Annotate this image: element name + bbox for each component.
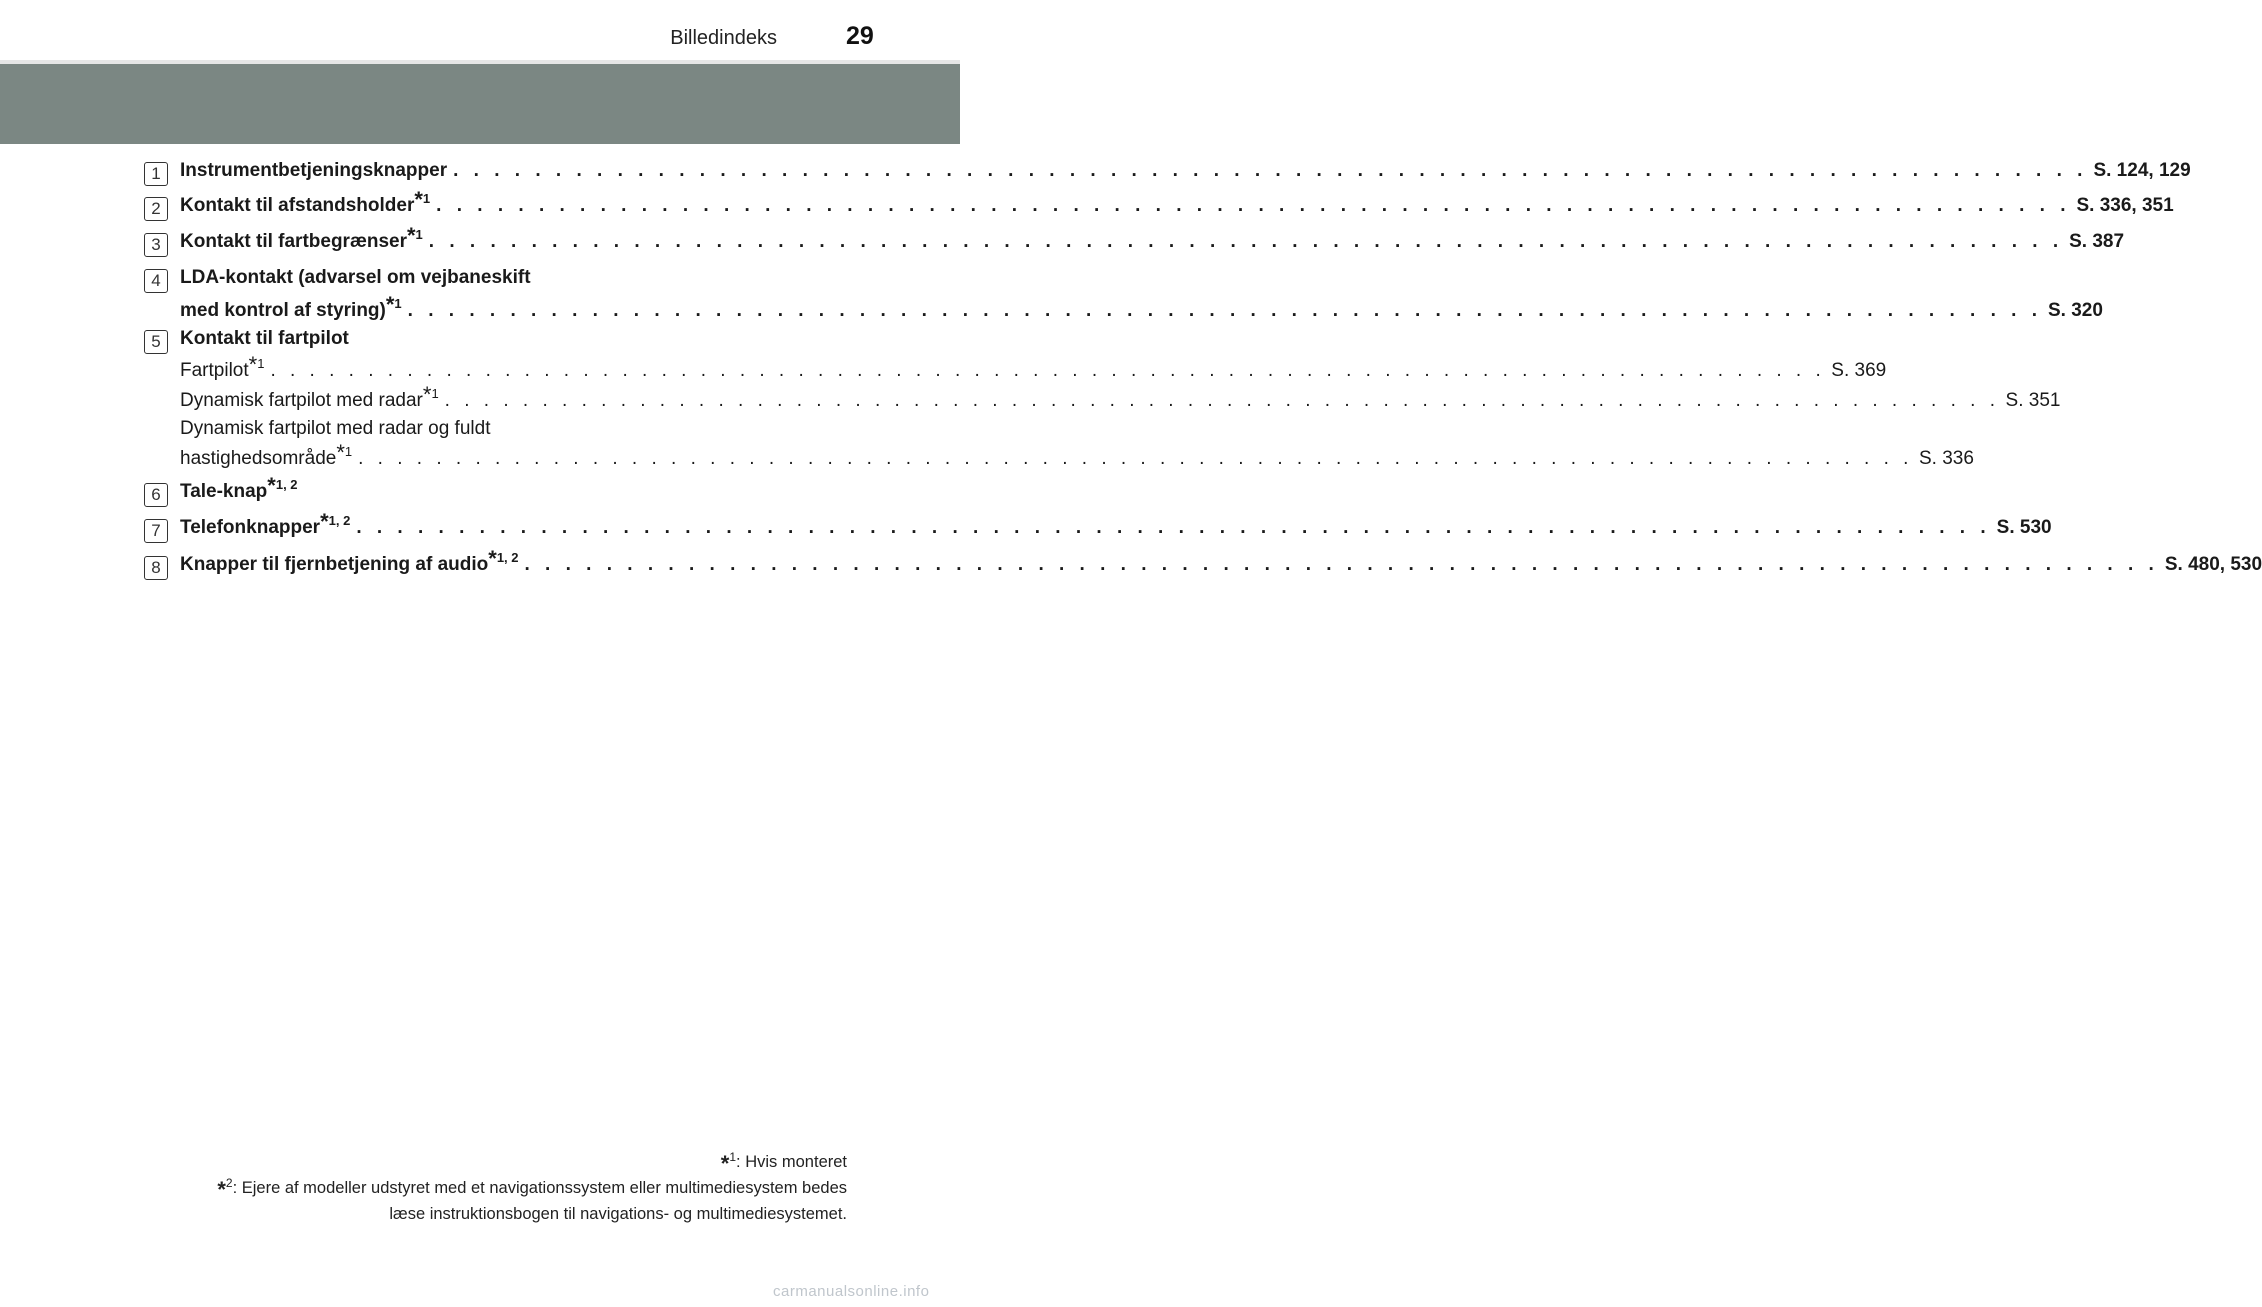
entry-label: hastighedsområde$^{*1}$ bbox=[180, 440, 353, 469]
footnote-ref: *1 bbox=[385, 292, 402, 317]
dot-leader: . . . . . . . . . . . . . . . . . . . . . . . . . . . . . . . . . . . . . . . . . . . . . . . . . . . . . . . . . . . . . . . . . . . . . . . . . . . . . . . . bbox=[524, 554, 2159, 575]
footnote-ref: *1 bbox=[414, 187, 431, 212]
dot-leader: . . . . . . . . . . . . . . . . . . . . . . . . . . . . . . . . . . . . . . . . . . . . . . . . . . . . . . . . . . . . . . . . . . . . . . . . . . . . . . . . bbox=[453, 160, 2088, 181]
dot-leader: . . . . . . . . . . . . . . . . . . . . . . . . . . . . . . . . . . . . . . . . . . . . . . . . . . . . . . . . . . . . . . . . . . . . . . . . . . . . . . . . bbox=[358, 448, 1913, 469]
page-reference[interactable]: S. 480, 530 bbox=[2164, 554, 2262, 575]
page-reference[interactable]: S. 530 bbox=[1996, 517, 2052, 538]
footnote-2-continuation: læse instruktionsbogen til navigations- og multimediesystemet. bbox=[389, 1205, 847, 1223]
entry-label: Knapper til fjernbetjening af audio$^{*1, 2}$ bbox=[180, 546, 519, 575]
footnote-1: *$^1$: Hvis monteret bbox=[720, 1150, 847, 1176]
footnote-1-text: : Hvis monteret bbox=[736, 1153, 847, 1171]
entry-label: Dynamisk fartpilot med radar og fuldt bbox=[180, 418, 491, 439]
watermark: carmanualsonline.info bbox=[773, 1283, 930, 1300]
entry-label: Fartpilot$^{*1}$ bbox=[180, 352, 265, 381]
index-entry-4-line-2 bbox=[180, 292, 2103, 326]
dot-leader: . . . . . . . . . . . . . . . . . . . . . . . . . . . . . . . . . . . . . . . . . . . . . . . . . . . . . . . . . . . . . . . . . . . . . . . . . . . . . . . . bbox=[356, 517, 1991, 538]
entry-label: Telefonknapper$^{*1, 2}$ bbox=[180, 509, 351, 538]
page-reference[interactable]: S. 369 bbox=[1831, 360, 1887, 381]
index-entry-2-line-1 bbox=[180, 187, 2174, 221]
dot-leader: . . . . . . . . . . . . . . . . . . . . . . . . . . . . . . . . . . . . . . . . . . . . . . . . . . . . . . . . . . . . . . . . . . . . . . . . . . . . . . . . bbox=[428, 231, 2064, 252]
entry-number-8: 8 bbox=[144, 556, 168, 580]
dot-leader: . . . . . . . . . . . . . . . . . . . . . . . . . . . . . . . . . . . . . . . . . . . . . . . . . . . . . . . . . . . . . . . . . . . . . . . . . . . . . . . . bbox=[407, 300, 2042, 321]
header-band bbox=[0, 64, 960, 144]
entry-label: Kontakt til fartbegrænser$^{*1}$ bbox=[180, 223, 423, 252]
page-number: 29 bbox=[846, 22, 874, 50]
page-reference[interactable]: S. 124, 129 bbox=[2093, 160, 2191, 181]
entry-label: Kontakt til fartpilot bbox=[180, 328, 349, 349]
footnote-ref: *1 bbox=[336, 440, 353, 465]
footnote-2-text-line1: : Ejere af modeller udstyret med et navigationssystem eller multimediesystem bedes bbox=[232, 1179, 847, 1197]
entry-label: Kontakt til afstandsholder$^{*1}$ bbox=[180, 187, 431, 216]
page-reference[interactable]: S. 387 bbox=[2069, 231, 2125, 252]
footnote-ref: *1, 2 bbox=[320, 509, 351, 534]
entry-label: LDA-kontakt (advarsel om vejbaneskift bbox=[180, 267, 531, 288]
dot-leader: . . . . . . . . . . . . . . . . . . . . . . . . . . . . . . . . . . . . . . . . . . . . . . . . . . . . . . . . . . . . . . . . . . . . . . . . . . . . . . . . bbox=[270, 360, 1826, 381]
entry-number-7: 7 bbox=[144, 519, 168, 543]
entry-label: Dynamisk fartpilot med radar$^{*1}$ bbox=[180, 382, 439, 411]
page-reference[interactable]: S. 336, 351 bbox=[2076, 195, 2174, 216]
footnote-1-mark: 1 bbox=[729, 1150, 737, 1164]
footnote-ref: *1 bbox=[406, 223, 423, 248]
section-title: Billedindeks bbox=[670, 27, 777, 49]
entry-number-3: 3 bbox=[144, 233, 168, 257]
index-entry-6-line-1 bbox=[180, 473, 810, 507]
entry-label: Instrumentbetjeningsknapper bbox=[180, 160, 448, 181]
entry-number-6: 6 bbox=[144, 483, 168, 507]
entry-number-4: 4 bbox=[144, 269, 168, 293]
footnote-ref: *1, 2 bbox=[267, 473, 298, 498]
footnote-ref: *1, 2 bbox=[488, 546, 519, 571]
index-entry-3-line-1 bbox=[180, 223, 2125, 257]
dot-leader: . . . . . . . . . . . . . . . . . . . . . . . . . . . . . . . . . . . . . . . . . . . . . . . . . . . . . . . . . . . . . . . . . . . . . . . . . . . . . . . . bbox=[436, 195, 2071, 216]
page-reference[interactable]: S. 320 bbox=[2048, 300, 2103, 321]
entry-label: Tale-knap$^{*1, 2}$ bbox=[180, 473, 298, 502]
dot-leader: . . . . . . . . . . . . . . . . . . . . . . . . . . . . . . . . . . . . . . . . . . . . . . . . . . . . . . . . . . . . . . . . . . . . . . . . . . . . . . . . bbox=[444, 390, 2000, 411]
footnote-ref: *1 bbox=[248, 352, 265, 377]
page-reference[interactable]: S. 336 bbox=[1918, 448, 1974, 469]
index-entry-5-line-1 bbox=[180, 328, 810, 354]
footnote-2: *$^2$: Ejere af modeller udstyret med et navigationssystem eller multimediesystem bedes bbox=[217, 1176, 847, 1202]
index-entry-5-line-4 bbox=[180, 418, 810, 444]
footnotes bbox=[217, 1150, 847, 1226]
entry-label: med kontrol af styring)$^{*1}$ bbox=[180, 292, 402, 321]
index-entry-7-line-1 bbox=[180, 509, 2052, 543]
index-entry-5-line-5 bbox=[180, 440, 1974, 474]
index-entry-4-line-1 bbox=[180, 267, 810, 293]
index-entry-8-line-1 bbox=[180, 546, 2262, 580]
entry-number-1: 1 bbox=[144, 162, 168, 186]
entry-number-5: 5 bbox=[144, 330, 168, 354]
index-entry-1-line-1 bbox=[180, 160, 2191, 186]
index-entry-5-line-3 bbox=[180, 382, 2061, 416]
page-header bbox=[0, 0, 960, 60]
index-entry-5-line-2 bbox=[180, 352, 1887, 386]
page-reference[interactable]: S. 351 bbox=[2005, 390, 2061, 411]
footnote-2-mark: 2 bbox=[225, 1176, 233, 1190]
footnote-ref: *1 bbox=[422, 382, 439, 407]
entry-number-2: 2 bbox=[144, 197, 168, 221]
